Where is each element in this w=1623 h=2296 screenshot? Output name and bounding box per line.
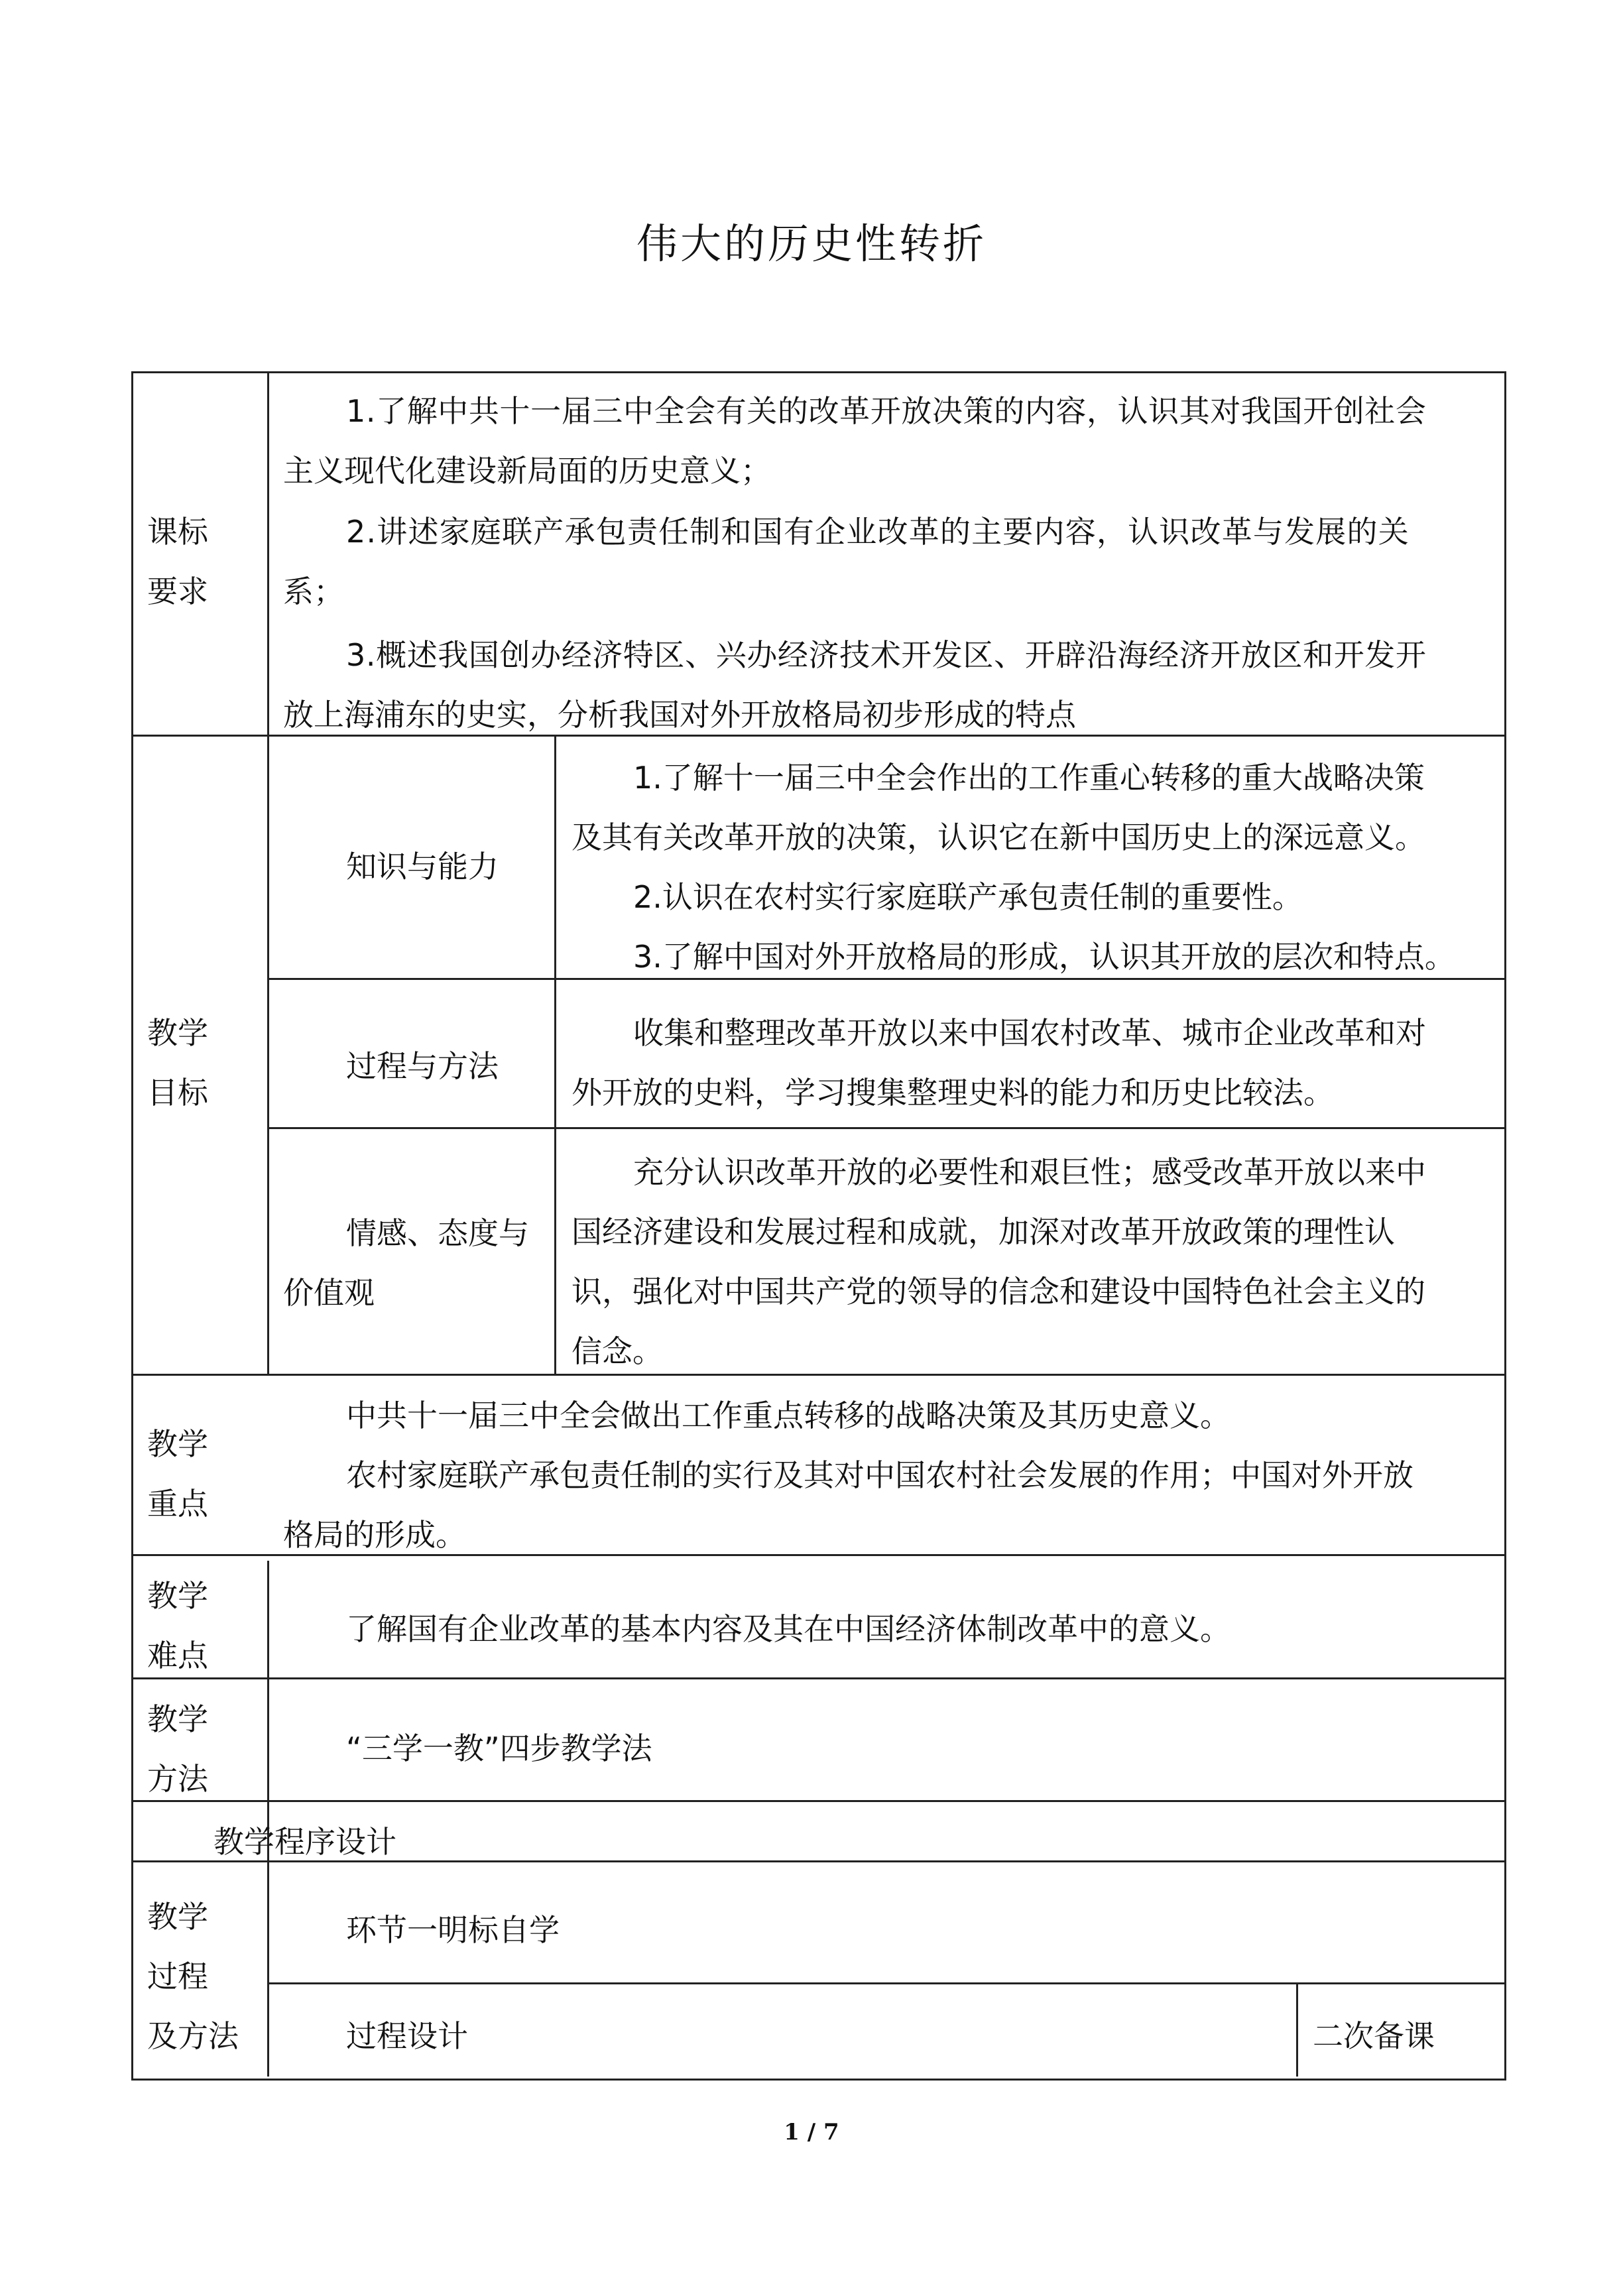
curriculum-item: 主义现代化建设新局面的历史意义； — [283, 453, 771, 489]
curriculum-item: 系； — [283, 574, 344, 609]
process-methods-label: 过程 — [147, 1959, 208, 1994]
key-points-label: 教学 — [147, 1426, 208, 1462]
emotion-text: 国经济建设和发展过程和成就，加深对改革开放政策的理性认 — [571, 1214, 1395, 1250]
key-points-text: 格局的形成。 — [283, 1517, 466, 1553]
methods-text: “三学一教”四步教学法 — [346, 1730, 652, 1766]
curriculum-item: 放上海浦东的史实，分析我国对外开放格局初步形成的特点 — [283, 697, 1076, 733]
knowledge-item: 3.了解中国对外开放格局的形成，认识其开放的层次和特点。 — [633, 939, 1455, 975]
difficulties-text: 了解国有企业改革的基本内容及其在中国经济体制改革中的意义。 — [346, 1611, 1231, 1647]
curriculum-label: 要求 — [147, 574, 208, 609]
objectives-label: 教学 — [147, 1015, 208, 1051]
design-label: 过程设计 — [346, 2018, 468, 2054]
process-methods-label: 及方法 — [147, 2018, 239, 2054]
objectives-label: 目标 — [147, 1075, 208, 1111]
emotion-label: 情感、态度与 — [346, 1215, 529, 1251]
knowledge-item: 1.了解十一届三中全会作出的工作重心转移的重大战略决策 — [633, 760, 1425, 796]
emotion-text: 识，强化对中国共产党的领导的信念和建设中国特色社会主义的 — [571, 1274, 1425, 1309]
difficulties-label: 难点 — [147, 1638, 208, 1673]
key-points-label: 重点 — [147, 1486, 208, 1522]
table-rule — [131, 1800, 1504, 1802]
process-label: 过程与方法 — [346, 1048, 499, 1084]
curriculum-item: 2.讲述家庭联产承包责任制和国有企业改革的主要内容，认识改革与发展的关 — [346, 514, 1410, 550]
emotion-text: 信念。 — [571, 1333, 663, 1369]
knowledge-label: 知识与能力 — [346, 849, 499, 884]
page-number: 1 / 7 — [784, 2119, 839, 2145]
methods-label: 教学 — [147, 1701, 208, 1737]
key-points-text: 中共十一届三中全会做出工作重点转移的战略决策及其历史意义。 — [346, 1398, 1231, 1433]
table-rule — [131, 1374, 1504, 1376]
table-divider — [1296, 1984, 1298, 2077]
process-text: 外开放的史料，学习搜集整理史料的能力和历史比较法。 — [571, 1075, 1334, 1111]
table-divider — [554, 736, 556, 1375]
page-title: 伟大的历史性转折 — [636, 219, 987, 268]
program-heading: 教学程序设计 — [213, 1824, 396, 1860]
knowledge-item: 2.认识在农村实行家庭联产承包责任制的重要性。 — [633, 879, 1303, 915]
curriculum-item: 1.了解中共十一届三中全会有关的改革开放决策的内容，认识其对我国开创社会 — [346, 393, 1427, 429]
second-prep-label: 二次备课 — [1313, 2018, 1435, 2054]
difficulties-label: 教学 — [147, 1578, 208, 1614]
table-rule — [131, 1677, 1504, 1679]
table-rule — [267, 1982, 1504, 1984]
process-methods-label: 教学 — [147, 1899, 208, 1935]
table-divider — [267, 373, 269, 1375]
step-title: 环节一明标自学 — [346, 1912, 560, 1948]
emotion-label: 价值观 — [283, 1275, 375, 1311]
methods-label: 方法 — [147, 1761, 208, 1797]
key-points-text: 农村家庭联产承包责任制的实行及其对中国农村社会发展的作用；中国对外开放 — [346, 1457, 1413, 1493]
curriculum-label: 课标 — [147, 514, 208, 550]
process-text: 收集和整理改革开放以来中国农村改革、城市企业改革和对 — [633, 1015, 1426, 1051]
emotion-text: 充分认识改革开放的必要性和艰巨性；感受改革开放以来中 — [633, 1154, 1426, 1190]
curriculum-item: 3.概述我国创办经济特区、兴办经济技术开发区、开辟沿海经济开放区和开发开 — [346, 637, 1427, 673]
table-rule — [267, 1127, 1504, 1129]
knowledge-item: 及其有关改革开放的决策，认识它在新中国历史上的深远意义。 — [571, 819, 1425, 855]
